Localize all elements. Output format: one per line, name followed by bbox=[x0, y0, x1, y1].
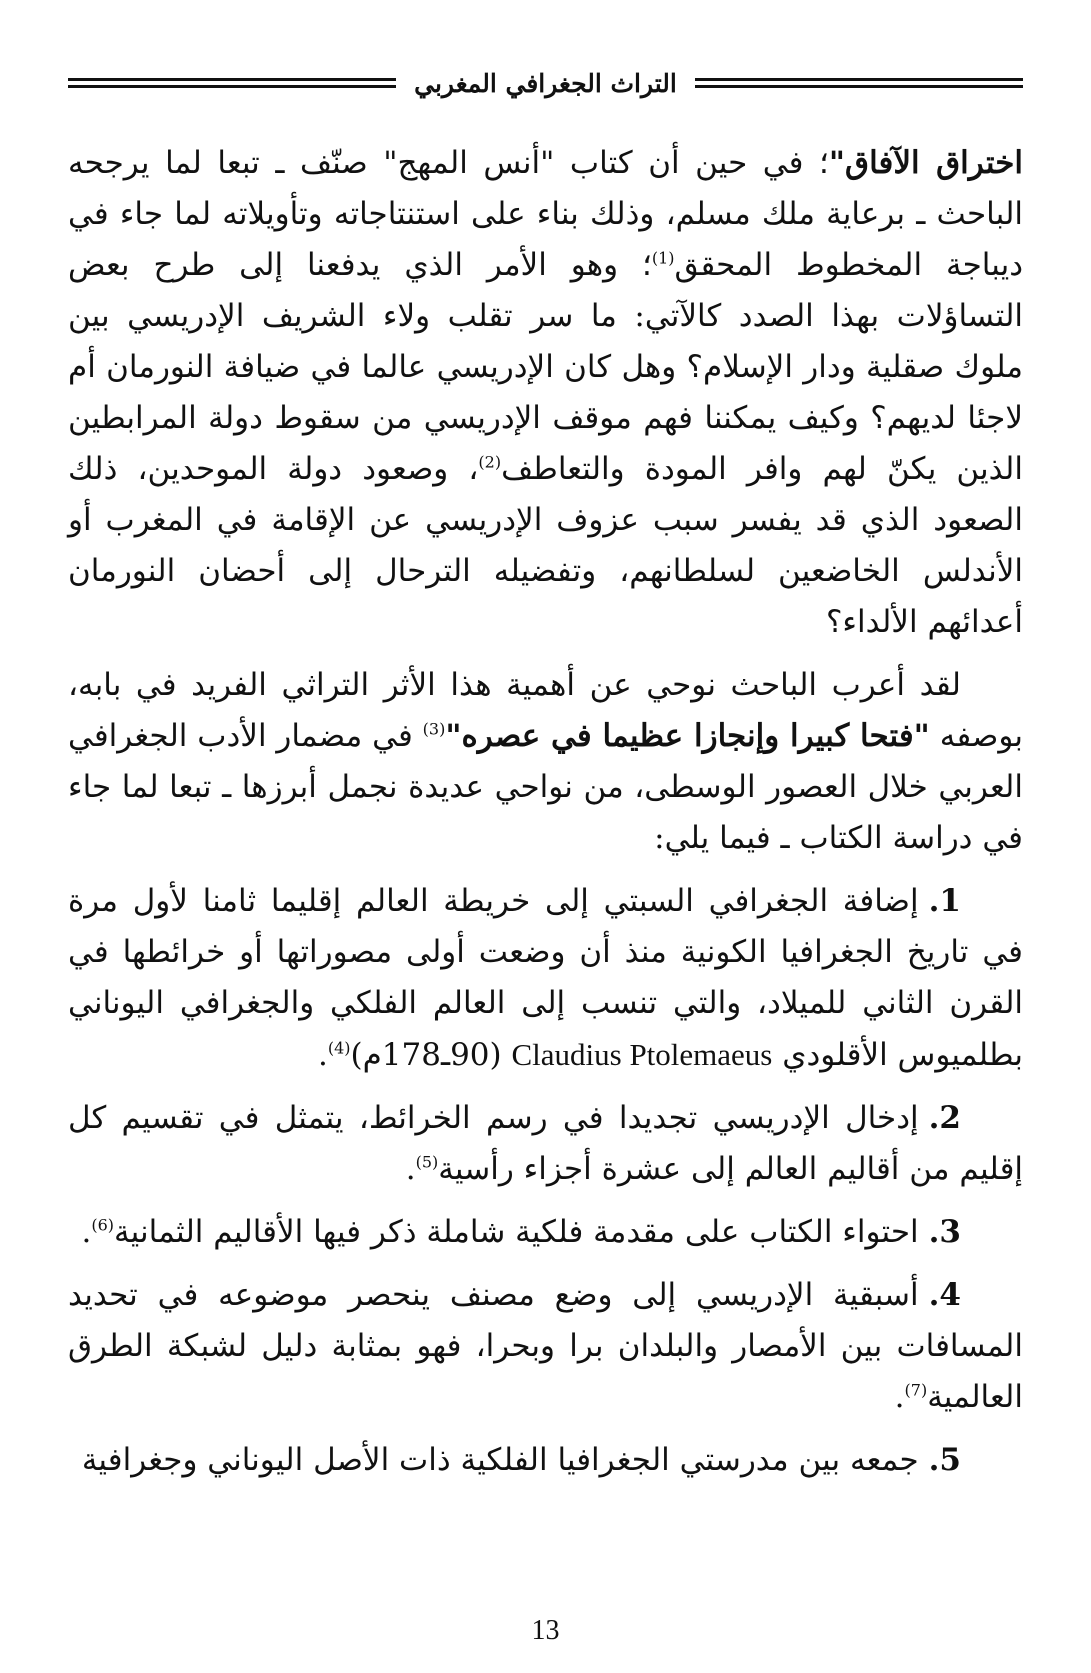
list-item-1-end: . bbox=[317, 1037, 328, 1073]
footnote-ref-7: (7) bbox=[904, 1380, 928, 1400]
list-item-2-number: 2. bbox=[928, 1100, 961, 1136]
header-rule-right bbox=[695, 78, 1023, 88]
list-item-5 bbox=[68, 1435, 1023, 1486]
list-item-2-end: . bbox=[405, 1151, 416, 1187]
page-number: 13 bbox=[531, 1615, 560, 1646]
list-item-4-end: . bbox=[894, 1379, 905, 1415]
quoted-title: اختراق الآفاق" bbox=[828, 145, 1024, 181]
list-item-3-end: . bbox=[81, 1214, 92, 1250]
list-item-1-number: 1. bbox=[928, 883, 961, 919]
header-rule-left bbox=[68, 78, 396, 88]
footnote-ref-5: (5) bbox=[415, 1152, 439, 1172]
footnote-ref-2: (2) bbox=[478, 452, 502, 472]
footnote-ref-4: (4) bbox=[327, 1038, 351, 1058]
list-item-4-text: أسبقية الإدريسي إلى وضع مصنف ينحصر موضوعه في تحديد المسافات بين الأمصار والبلدان برا وبحرا، فهو بمثابة دليل لشبكة الطرق العالمية bbox=[68, 1277, 1023, 1415]
list-item-1 bbox=[68, 876, 1023, 1081]
latin-name: Claudius Ptolemaeus bbox=[511, 1037, 773, 1072]
list-item-1-text: إضافة الجغرافي السبتي إلى خريطة العالم إقليما ثامنا لأول مرة في تاريخ الجغرافيا الكونية منذ أن وضعت أولى مصوراتها أو خرائطها في القرن الثاني للميلاد، والتي تنسب إلى العالم الفلكي والجغرافي اليوناني بطلميوس الأقلودي bbox=[68, 883, 1024, 1073]
body-text bbox=[68, 138, 1023, 1498]
list-item-4-number: 4. bbox=[928, 1277, 961, 1313]
header-title: التراث الجغرافي المغربي bbox=[414, 68, 677, 98]
paragraph-2-text-2: في مضمار الأدب الجغرافي العربي خلال العصور الوسطى، من نواحي عديدة نجمل أبرزها ـ تبعا لما جاء في دراسة الكتاب ـ فيما يلي: bbox=[68, 718, 1023, 856]
paragraph-2 bbox=[68, 660, 1023, 864]
footnote-ref-3: (3) bbox=[422, 719, 446, 739]
paragraph-1-text: ؛ في حين أن كتاب "أنس المهج" صنّف ـ تبعا لما يرجحه الباحث ـ برعاية ملك مسلم، وذلك بناء على استنتاجاته وتأويلاته لما جاء في ديباجة المخطوط المحقق bbox=[68, 145, 1024, 283]
running-header bbox=[68, 60, 1023, 106]
list-item-1-dates: (90ـ178م) bbox=[350, 1037, 512, 1073]
list-item-5-number: 5. bbox=[928, 1442, 961, 1478]
list-item-2-text: إدخال الإدريسي تجديدا في رسم الخرائط، يتمثل في تقسيم كل إقليم من أقاليم العالم إلى عشرة أجزاء رأسية bbox=[68, 1100, 1023, 1187]
list-item-3-text: احتواء الكتاب على مقدمة فلكية شاملة ذكر فيها الأقاليم الثمانية bbox=[114, 1214, 919, 1250]
paragraph-2-quote: "فتحا كبيرا وإنجازا عظيما في عصره" bbox=[445, 718, 930, 754]
list-item-5-text: جمعه بين مدرستي الجغرافيا الفلكية ذات الأصل اليوناني وجغرافية bbox=[81, 1442, 919, 1478]
paragraph-1-text-3: ، وصعود دولة الموحدين، ذلك الصعود الذي قد يفسر سبب عزوف الإدريسي عن الإقامة في المغرب أو الأندلس الخاضعين لسلطانهم، وتفضيله الترحال إلى أحضان النورمان أعدائهم الألداء؟ bbox=[68, 451, 1023, 640]
footnote-ref-1: (1) bbox=[651, 248, 675, 268]
list-item-3-number: 3. bbox=[928, 1214, 961, 1250]
paragraph-1 bbox=[68, 138, 1023, 648]
footnote-ref-6: (6) bbox=[91, 1215, 115, 1235]
paragraph-1-text-2: ؛ وهو الأمر الذي يدفعنا إلى طرح بعض التساؤلات بهذا الصدد كالآتي: ما سر تقلب ولاء الشريف الإدريسي بين ملوك صقلية ودار الإسلام؟ وهل كان الإدريسي عالما في ضيافة النورمان أم لاجئا لديهم؟ وكيف يمكننا فهم موقف الإدريسي من سقوط دولة المرابطين الذين يكنّ لهم وافر المودة والتعاطف bbox=[68, 247, 1023, 487]
paragraph-2-text: لقد أعرب الباحث نوحي عن أهمية هذا الأثر التراثي الفريد في بابه، بوصفه bbox=[68, 667, 1023, 754]
list-item-2 bbox=[68, 1093, 1023, 1195]
list-item-3 bbox=[68, 1207, 1023, 1258]
list-item-4 bbox=[68, 1270, 1023, 1423]
